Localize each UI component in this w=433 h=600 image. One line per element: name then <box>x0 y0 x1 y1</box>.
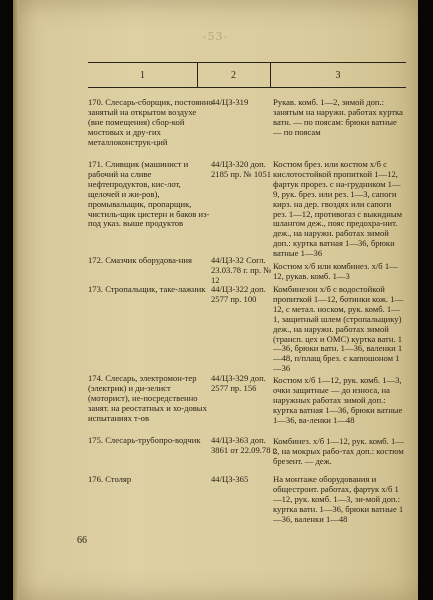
table-top-rule <box>88 62 406 63</box>
column-header-2: 2 <box>231 70 236 81</box>
row-170-occupation: 170. Слесарь-сборщик, постоянно занятый на открытом воздухе (вне помещения) сбор-кой мостовых и дру-гих металлоконструк-ций <box>88 98 213 147</box>
row-175-clothing: Комбинез. х/б 1—12, рук. комб. 1—2, на мокрых рабо-тах доп.: костюм брезент. — деж. <box>273 437 404 466</box>
row-171-clothing: Костюм брез. или костюм х/б с кислотостойкой пропиткой 1—12, фартук прорез. с на-грудником 1—9, рук. брез. или рез. 1—3, сапоги кирз. на дер. гвоздях или сапоги рез. 1—12, противогаз с выкидным шлангом деж., пояс предохра-нит. деж., на наружн. работах зимой доп.: куртка ватная 1—36, брюки ватные 1—36 <box>273 160 403 259</box>
row-176-clothing: На монтаже оборудования и общестроит. работах, фартук х/б 1—12, рук. комб. 1—3, зи-мой доп.: куртка ватн. 1—36, брюки ватные 1—36, валенки 1—48 <box>273 475 404 524</box>
row-174-standard: 44/ЦЗ-329 доп. 2577 пр. 156 <box>211 374 266 393</box>
book-spine-shadow <box>13 0 19 600</box>
row-172-standard: 44/ЦЗ-32 Согл. 23.03.78 г. пр. № 12 <box>211 256 272 285</box>
handwritten-page-number: -53- <box>202 30 229 43</box>
column-header-1: 1 <box>140 70 145 81</box>
row-176-standard: 44/ЦЗ-365 <box>211 475 249 484</box>
page-number: 66 <box>77 535 87 546</box>
table-header-rule <box>88 87 406 88</box>
row-175-standard: 44/ЦЗ-363 доп. 3861 от 22.09.78 г. <box>211 436 278 455</box>
row-173-clothing: Комбинезон х/б с водостойкой пропиткой 1—12, ботинки кож. 1—12, с метал. носком, рук. комб. 1—1, защитный шлем (стропальщику) деж., на наружн. работах зимой (трансп. цех и ОМС) куртка ватн. 1—36, брюки ватн. 1—36, валенки 1—48, п/плащ брез. с капюшоном 1—36 <box>273 285 404 374</box>
row-176-occupation: 176. Столяр <box>88 475 132 484</box>
document-page <box>13 0 418 600</box>
row-173-standard: 44/ЦЗ-322 доп. 2577 пр. 100 <box>211 285 266 304</box>
row-174-clothing: Костюм х/б 1—12, рук. комб. 1—3, очки защитные — до износа, на наружных работах зимой доп.: куртка ватная 1—36, брюки ватные 1—36, ва-ленки 1—48 <box>273 376 403 425</box>
row-172-occupation: 172. Смазчик оборудова-ния <box>88 256 192 265</box>
row-171-occupation: 171. Сливщик (машинист и рабочий на сливе нефтепродуктов, кис-лот, щелочей и жи-ров), промывальщик, пропарщик, чистиль-щик цистерн и баков из-под указ. выше продуктов <box>88 160 210 229</box>
row-173-occupation: 173. Стропальщик, таке-лажник <box>88 285 206 294</box>
column-header-3: 3 <box>335 70 341 81</box>
row-175-occupation: 175. Слесарь-трубопро-водчик <box>88 436 201 445</box>
row-170-standard: 44/ЦЗ-319 <box>211 98 249 107</box>
row-172-clothing: Костюм х/б или комбинез. х/б 1—12, рукав. комб. 1—3 <box>273 262 398 281</box>
row-170-clothing: Рукав. комб. 1—2, зимой доп.: занятым на наружн. работах куртка ватн. — по поясам: брюки ватные — по поясам <box>273 98 403 137</box>
row-174-occupation: 174. Слесарь, электромон-тер (электрик) и ди-зелист (моторист), не-посредственно занят. на реостатных и хо-довых испытаниях т-ов <box>88 374 207 423</box>
row-171-standard: 44/ЦЗ-320 доп. 2185 пр. № 1051 <box>211 160 272 179</box>
